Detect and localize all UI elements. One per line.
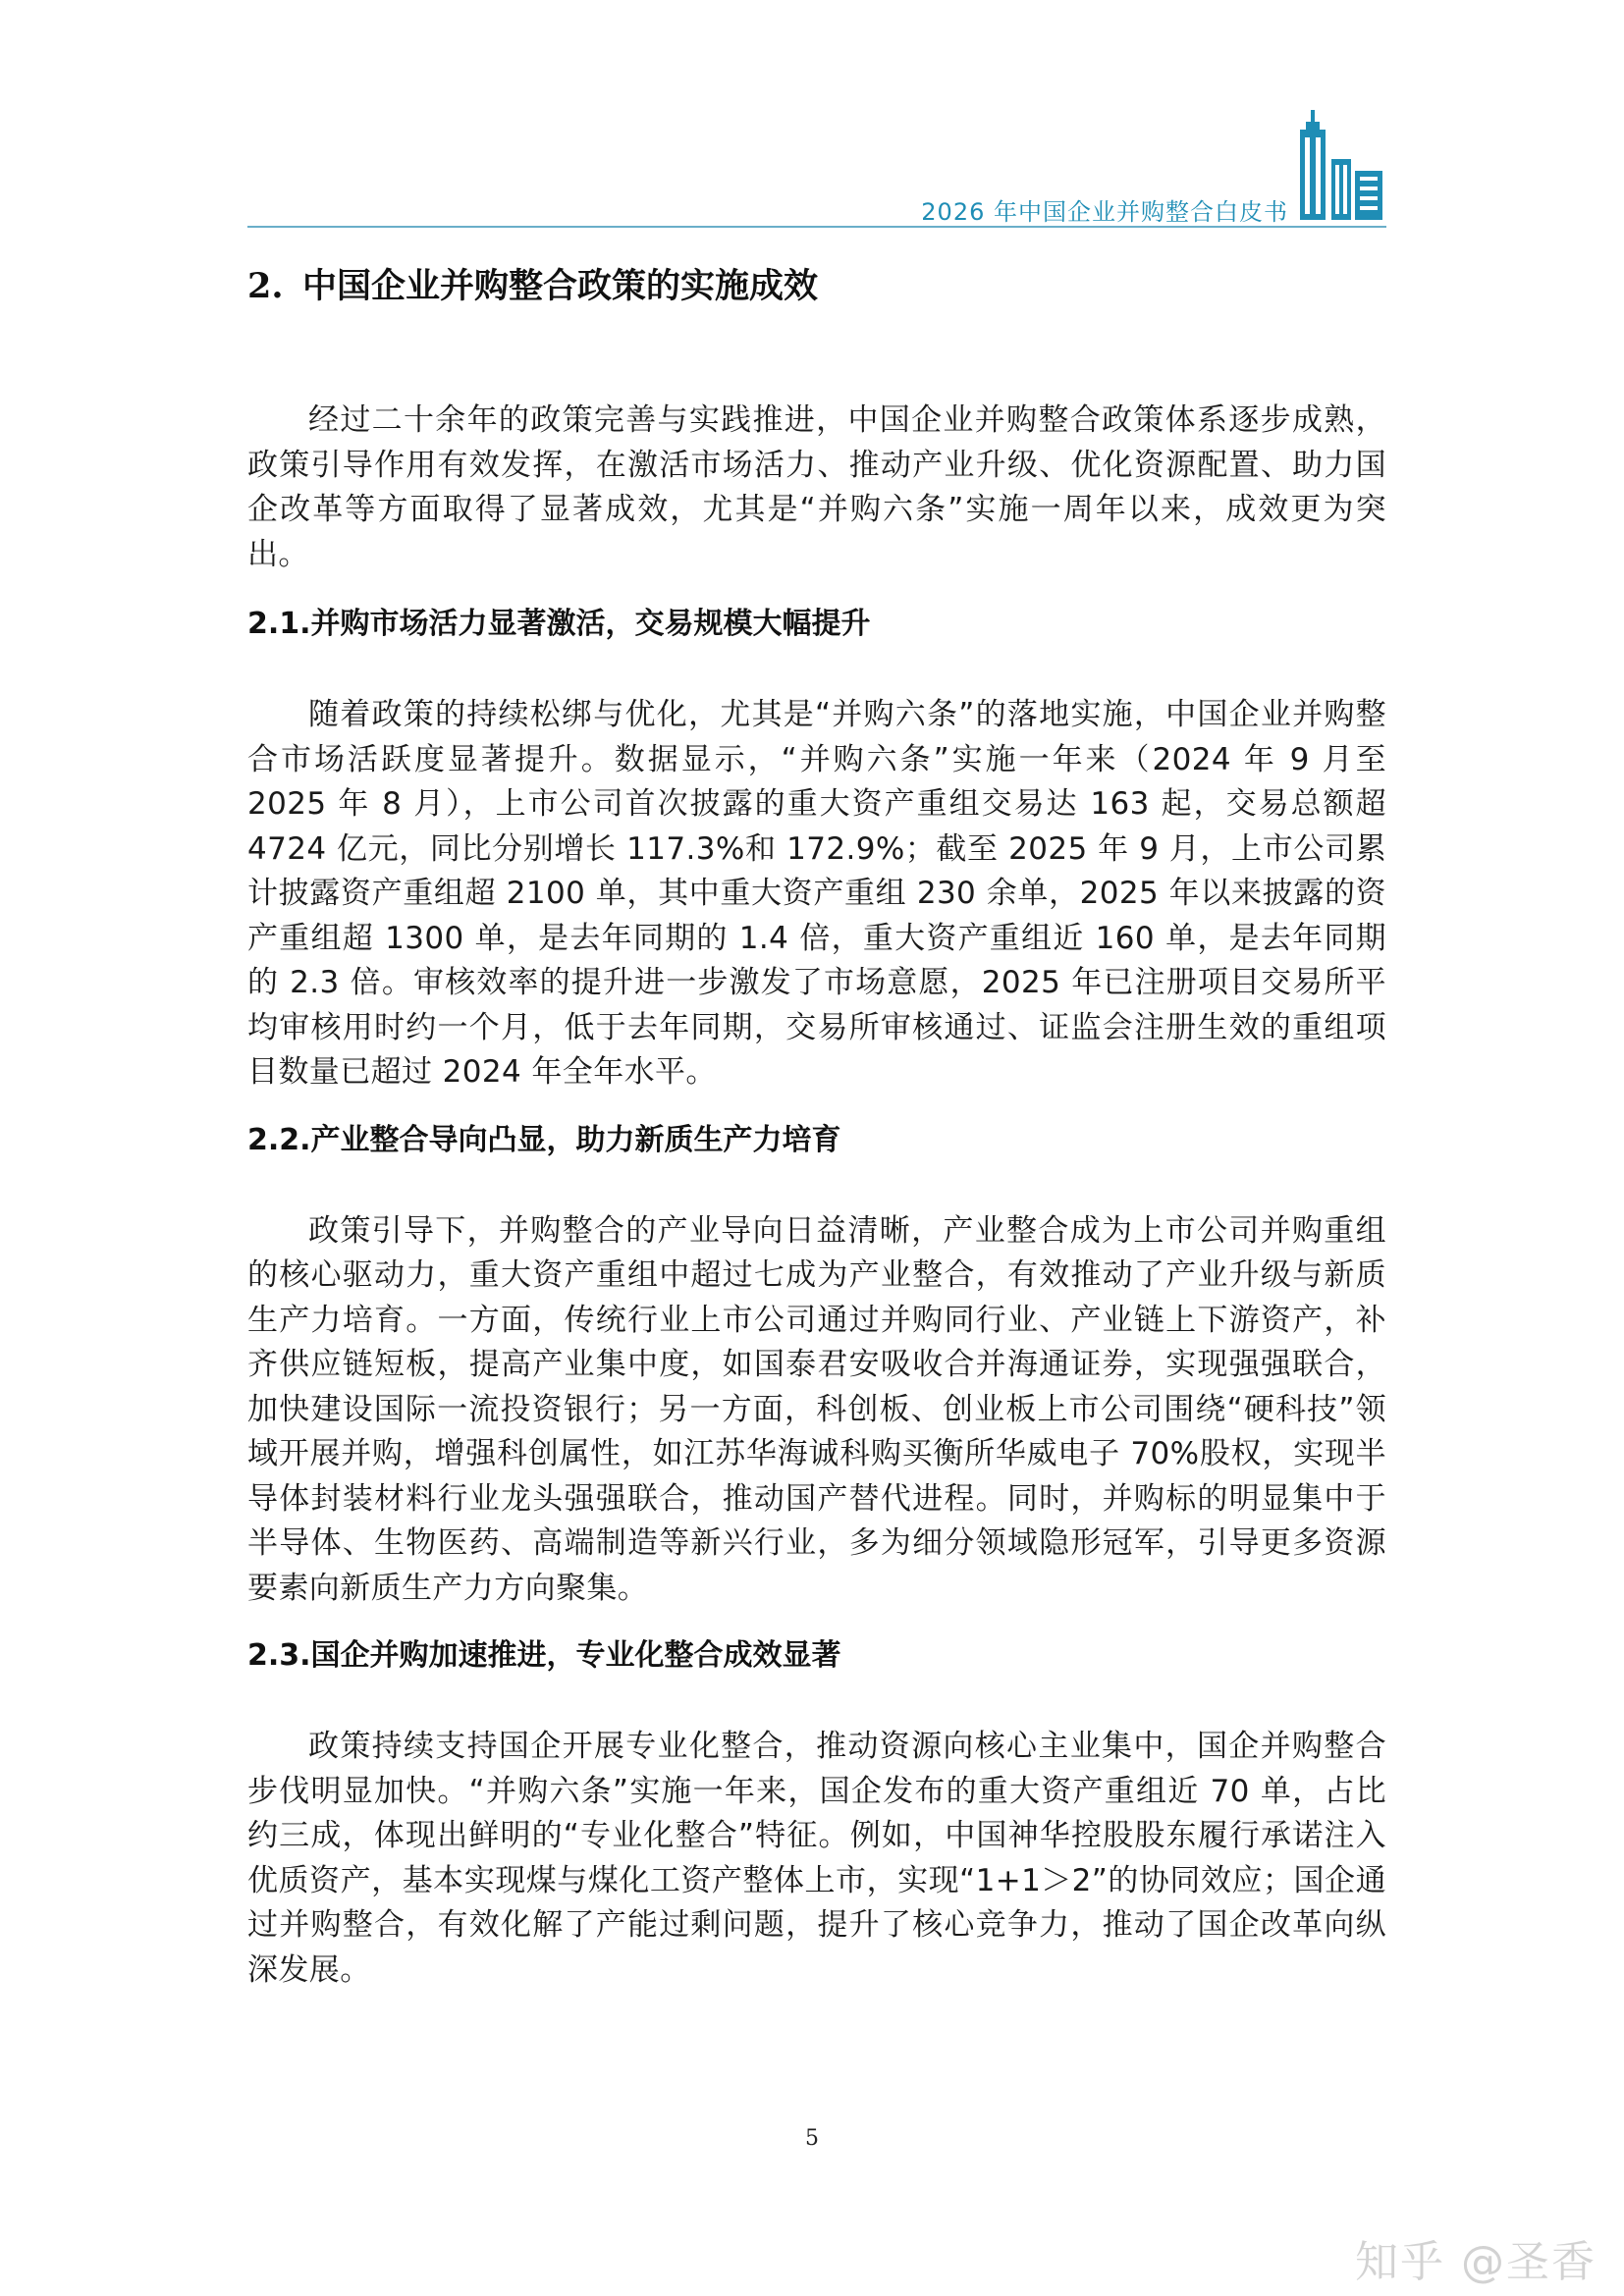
header-divider <box>247 226 1386 228</box>
subsection-body-2-1: 随着政策的持续松绑与优化，尤其是“并购六条”的落地实施，中国企业并购整合市场活跃度显著提升。数据显示，“并购六条”实施一年来（2024 年 9 月至 2025 年 8 月），上市公司首次披露的重大资产重组交易达 163 起，交易总额超 4724 亿元，同比分别增长 117.3%和 172.9%；截至 2025 年 9 月，上市公司累计披露资产重组超 2100 单，其中重大资产重组 230 余单，2025 年以来披露的资产重组超 1300 单，是去年同期的 1.4 倍，重大资产重组近 160 单，是去年同期的 2.3 倍。审核效率的提升进一步激发了市场意愿，2025 年已注册项目交易所平均审核用时约一个月，低于去年同期，交易所审核通过、证监会注册生效的重组项目数量已超过 2024 年全年水平。 <box>247 697 1386 1090</box>
subsection-title-2-3: 2.3.国企并购加速推进，专业化整合成效显著 <box>247 1638 841 1673</box>
building-icon <box>1294 110 1386 220</box>
subsection-title-2-1: 2.1.并购市场活力显著激活，交易规模大幅提升 <box>247 607 871 641</box>
section-title: 中国企业并购整合政策的实施成效 <box>302 267 819 306</box>
subsection-title-2-2: 2.2.产业整合导向凸显，助力新质生产力培育 <box>247 1122 841 1157</box>
header-title: 2026 年中国企业并购整合白皮书 <box>921 198 1288 226</box>
section-number: 2. <box>247 266 284 306</box>
main-content <box>247 245 1386 1993</box>
page-number: 5 <box>805 2126 819 2151</box>
section-heading <box>247 245 1386 316</box>
watermark: 知乎 @圣香 <box>1355 2237 1597 2287</box>
subsection-body-2-3: 政策持续支持国企开展专业化整合，推动资源向核心主业集中，国企并购整合步伐明显加快。“并购六条”实施一年来，国企发布的重大资产重组近 70 单，占比约三成，体现出鲜明的“专业化整合”特征。例如，中国神华控股股东履行承诺注入优质资产，基本实现煤与煤化工资产整体上市，实现“1+1＞2”的协同效应；国企通过并购整合，有效化解了产能过剩问题，提升了核心竞争力，推动了国企改革向纵深发展。 <box>247 1729 1386 1988</box>
subsection-body-2-2: 政策引导下，并购整合的产业导向日益清晰，产业整合成为上市公司并购重组的核心驱动力，重大资产重组中超过七成为产业整合，有效推动了产业升级与新质生产力培育。一方面，传统行业上市公司通过并购同行业、产业链上下游资产，补齐供应链短板，提高产业集中度，如国泰君安吸收合并海通证券，实现强强联合，加快建设国际一流投资银行；另一方面，科创板、创业板上市公司围绕“硬科技”领域开展并购，增强科创属性，如江苏华海诚科购买衡所华威电子 70%股权，实现半导体封装材料行业龙头强强联合，推动国产替代进程。同时，并购标的明显集中于半导体、生物医药、高端制造等新兴行业，多为细分领域隐形冠军，引导更多资源要素向新质生产力方向聚集。 <box>247 1212 1386 1606</box>
section-intro-paragraph: 经过二十余年的政策完善与实践推进，中国企业并购整合政策体系逐步成熟，政策引导作用有效发挥，在激活市场活力、推动产业升级、优化资源配置、助力国企改革等方面取得了显著成效，尤其是“并购六条”实施一周年以来，成效更为突出。 <box>247 402 1386 572</box>
